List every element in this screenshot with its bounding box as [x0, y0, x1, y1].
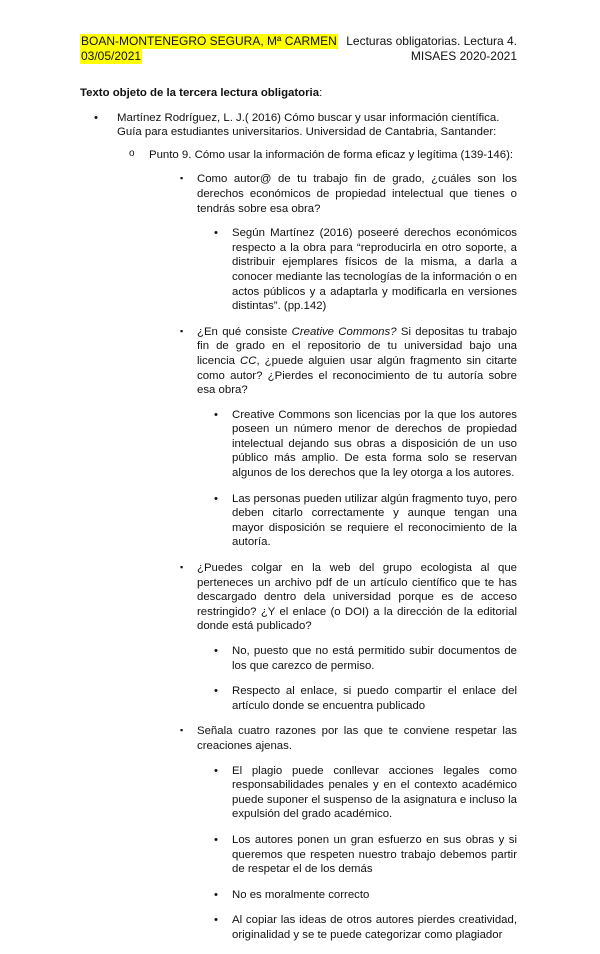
answer-text: Según Martínez (2016) poseeré derechos económicos respecto a la obra para “reproducirla en otro soporte, a distribuir ejemplares físicos de la misma, a darla a conocer mediante las tecnologías de la información o en actos públicos y a adaptarla y modificarla en versiones distintas”. (pp.142) [232, 227, 517, 313]
course-year: MISAES 2020-2021 [410, 49, 517, 63]
answer-4-4 [80, 913, 517, 942]
course-title: Lecturas obligatorias. Lectura 4. [346, 34, 517, 48]
reference-item [80, 111, 517, 140]
answer-4-1 [80, 764, 517, 822]
bullet-dot: • [214, 408, 218, 421]
bullet-dot: • [214, 888, 218, 901]
answer-2-2 [80, 492, 517, 550]
question-1 [80, 172, 517, 216]
answer-text: Al copiar las ideas de otros autores pierdes creatividad, originalidad y se te puede categorizar como plagiador [232, 914, 517, 941]
bullet-dot: • [214, 764, 218, 777]
answer-text: El plagio puede conllevar acciones legales como responsabilidades penales y en el contexto académico puede suponer el suspenso de la asignatura e incluso la expulsión del grado académico. [232, 764, 517, 821]
header-date: 03/05/2021 [81, 49, 142, 63]
answer-text: Los autores ponen un gran esfuerzo en sus obras y si queremos que respeten nuestro trabajo debemos partir de respetar el de los demás [232, 833, 517, 876]
q2-italic-cc-short: CC [240, 354, 257, 367]
bullet-dot: • [214, 833, 218, 846]
bullet-square: ▪ [180, 562, 184, 573]
question-4 [80, 724, 517, 753]
header-right [346, 34, 517, 64]
q2-part: , ¿puede alguien usar algún fragmento sin citarte como autor? ¿Pierdes el reconocimiento de tu autoría sobre esa obra? [197, 354, 517, 397]
question-3 [80, 561, 517, 634]
bullet-dot: • [214, 914, 218, 927]
q2-part: Si depositas tu trabajo fin de grado en el repositorio de tu universidad bajo una licencia [197, 325, 517, 367]
bullet-dot: • [214, 645, 218, 657]
section-title-colon: : [319, 87, 323, 99]
bullet-square: ▪ [180, 325, 184, 336]
answer-text: Respecto al enlace, si puedo compartir el enlace del artículo donde se encuentra publicado [232, 685, 517, 712]
question-2-text [197, 326, 517, 396]
answer-2-1 [80, 408, 517, 481]
q2-italic-cc: Creative Commons? [291, 325, 397, 338]
question-3-text: ¿Puedes colgar en la web del grupo ecologista al que perteneces un archivo pdf de un artículo científico que te has descargado dentro dela universidad porque es de acceso restringido? ¿Y el enlace (o DOI) a la dirección de la editorial donde está publicado? [197, 562, 517, 633]
bullet-dot: • [214, 227, 218, 240]
point-text: Punto 9. Cómo usar la información de forma eficaz y legítima (139-146): [149, 148, 514, 161]
bullet-circle: o [129, 147, 135, 159]
author-name: BOAN-MONTENEGRO SEGURA, Mª CARMEN [81, 34, 337, 48]
question-4-text: Señala cuatro razones por las que te conviene respetar las creaciones ajenas. [197, 725, 517, 752]
point-item [80, 148, 517, 163]
answer-text: No es moralmente correcto [232, 888, 370, 901]
bullet-square: ▪ [180, 173, 184, 184]
answer-3-2 [80, 684, 517, 713]
answer-4-2 [80, 833, 517, 877]
bullet-dot: • [94, 111, 98, 124]
document-body [80, 86, 517, 954]
bullet-dot: • [214, 492, 218, 505]
q2-part: ¿En qué consiste [197, 325, 292, 338]
answer-4-3 [80, 888, 517, 903]
section-title-text: Texto objeto de la tercera lectura obligatoria [80, 87, 320, 99]
answer-text: Las personas pueden utilizar algún fragmento tuyo, pero deben citarlo correctamente y aunque tengan una mayor disposición se requiere el reconocimiento de la autoría. [232, 492, 517, 549]
answer-text: Creative Commons son licencias por la que los autores poseen un número menor de derechos de propiedad intelectual dejando sus obras a disposición de un uso público más amplio. De esta forma solo se reservan algunos de los derechos que la ley otorga a los autores. [232, 408, 517, 480]
answer-1-1 [80, 226, 517, 314]
bullet-dot: • [214, 685, 218, 698]
answer-text: No, puesto que no está permitido subir documentos de los que carezco de permiso. [232, 645, 517, 672]
bullet-square: ▪ [180, 725, 184, 736]
section-title [80, 86, 517, 101]
reference-text: Martínez Rodríguez, L. J.( 2016) Cómo buscar y usar información científica. Guía para estudiantes universitarios. Universidad de Cantabria, Santander: [117, 111, 500, 139]
question-1-text: Como autor@ de tu trabajo fin de grado, ¿cuáles son los derechos económicos de propiedad intelectual que tienes o tendrás sobre esa obra? [197, 173, 517, 215]
header-left [80, 34, 338, 64]
answer-3-1 [80, 644, 517, 673]
question-2 [80, 325, 517, 398]
